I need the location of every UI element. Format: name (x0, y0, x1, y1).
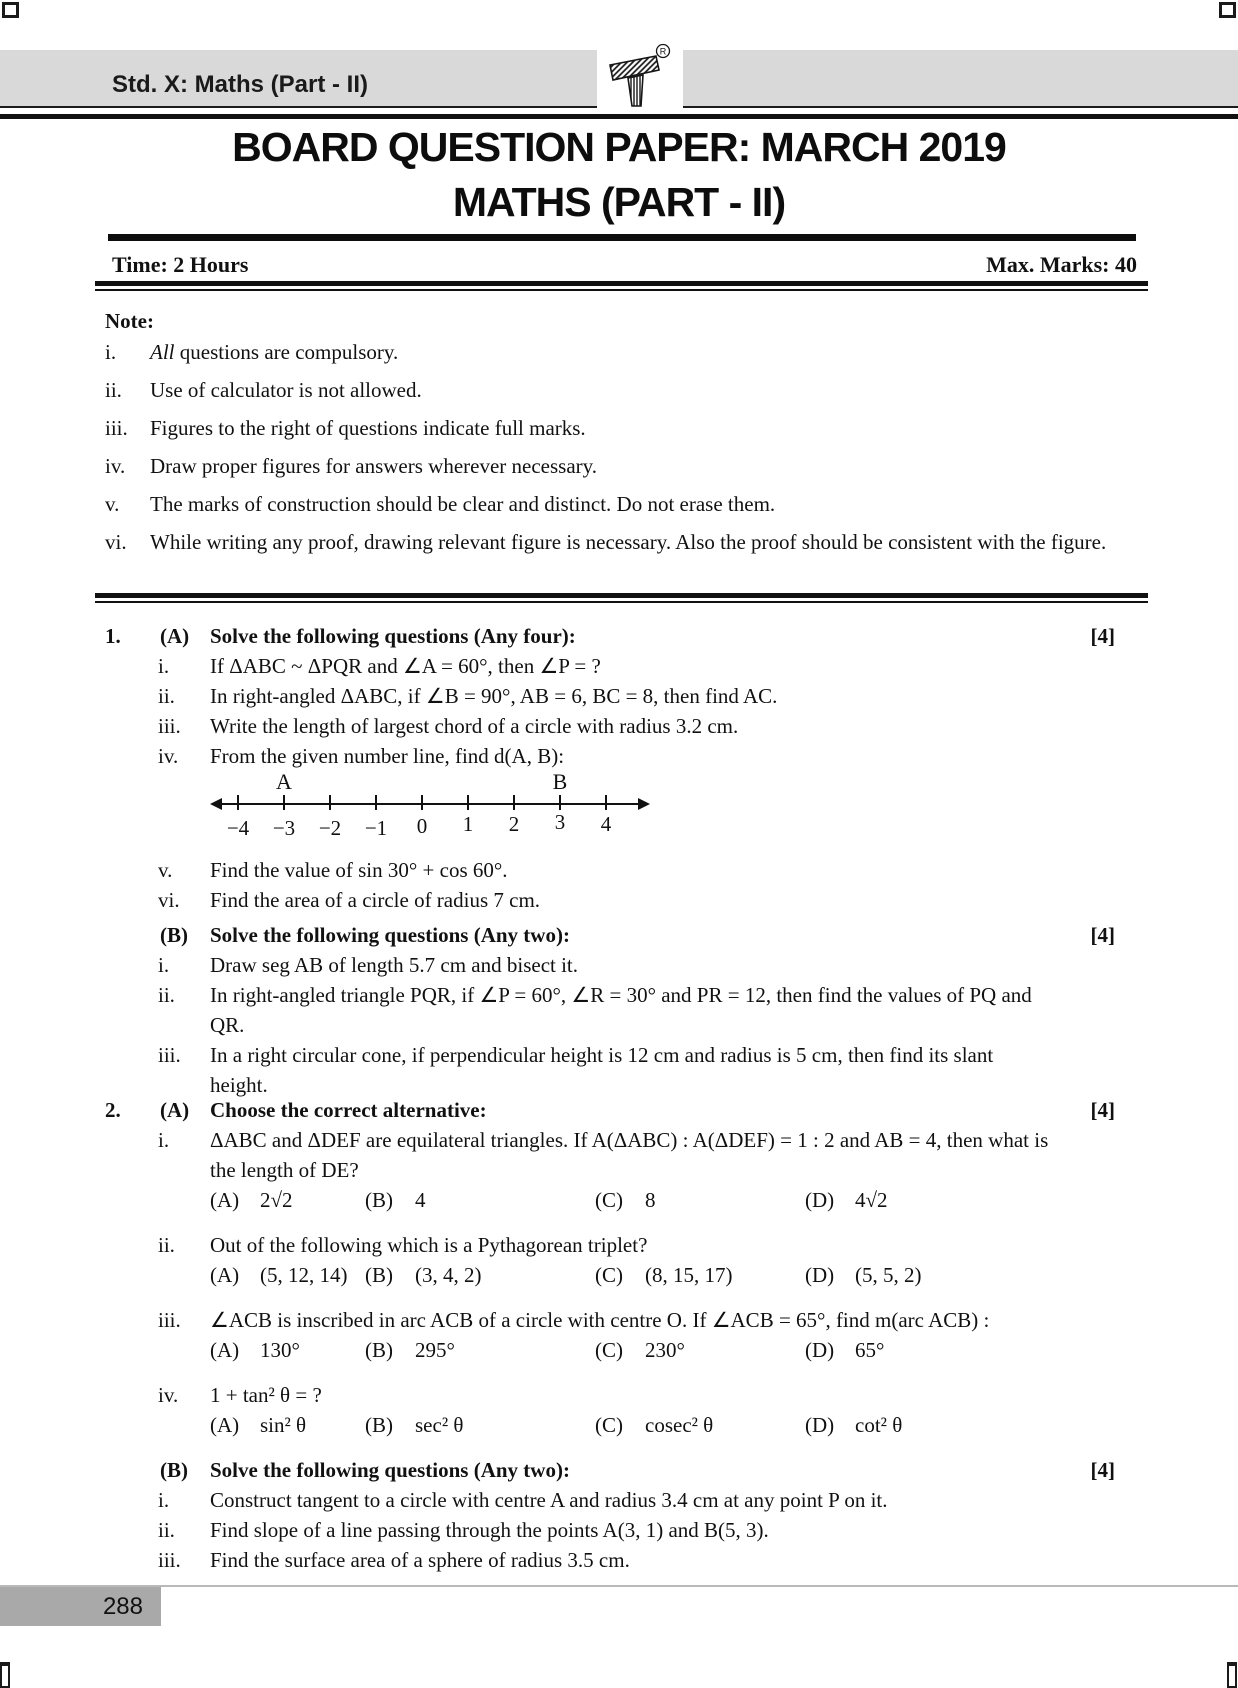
part-label: (B) (160, 923, 188, 947)
question-item: i. ΔABC and ΔDEF are equilateral triangles. If A(ΔABC) : A(ΔDEF) = 1 : 2 and AB = 4, then what is the length of DE? (158, 1128, 1049, 1182)
option: (D) cot² θ (805, 1413, 903, 1437)
option: (D) 4√2 (805, 1188, 888, 1212)
question-item: i. Draw seg AB of length 5.7 cm and bisect it. (158, 953, 579, 977)
question-item: iv. 1 + tan² θ = ? (158, 1383, 322, 1407)
options-row (97, 1410, 1145, 1440)
page-number-box (0, 1587, 161, 1626)
question-item: iii. Find the surface area of a sphere of radius 3.5 cm. (158, 1548, 630, 1572)
tick-label: 3 (554, 810, 566, 834)
question-item: iii. In a right circular cone, if perpendicular height is 12 cm and radius is 5 cm, then find its slant height. (158, 1043, 994, 1097)
question-item: ii. In right-angled ΔABC, if ∠B = 90°, AB = 6, BC = 8, then find AC. (158, 684, 778, 708)
svg-text:R: R (659, 46, 667, 57)
tick-label: 4 (600, 812, 612, 836)
right-arrow-icon (638, 798, 650, 810)
left-arrow-icon (210, 798, 222, 810)
option: (D) 65° (805, 1338, 885, 1362)
divider (108, 234, 1136, 241)
exam-meta-row (97, 252, 1145, 278)
note-heading: Note: (105, 309, 154, 333)
note-item: i. All questions are compulsory. (105, 340, 399, 364)
option: (B) (3, 4, 2) (365, 1263, 482, 1287)
crop-mark (1227, 1662, 1237, 1688)
crop-mark (2, 2, 19, 18)
part-instruction: Solve the following questions (Any two): (210, 1458, 570, 1482)
divider (95, 281, 1148, 291)
options-row (97, 1260, 1145, 1290)
divider (0, 114, 1238, 119)
question-1B-heading (97, 920, 1145, 950)
question-item: v. Find the value of sin 30° + cos 60°. (158, 858, 508, 882)
point-a-label: A (276, 771, 292, 794)
question-item: ii. In right-angled triangle PQR, if ∠P = 60°, ∠R = 30° and PR = 12, then find the values of PQ and QR. (158, 983, 1032, 1037)
question-2B-heading (97, 1455, 1145, 1485)
question-item: ii. Find slope of a line passing through the points A(3, 1) and B(5, 3). (158, 1518, 769, 1542)
publisher-logo (597, 40, 683, 108)
question-item: i. If ΔABC ~ ΔPQR and ∠A = 60°, then ∠P = ? (158, 654, 601, 678)
question-1A-heading (97, 621, 1145, 651)
question-item: iii. Write the length of largest chord of a circle with radius 3.2 cm. (158, 714, 739, 738)
tick-label: 2 (508, 812, 520, 836)
option: (A) sin² θ (210, 1413, 307, 1437)
option: (A) 2√2 (210, 1188, 293, 1212)
question-item: iii. ∠ACB is inscribed in arc ACB of a circle with centre O. If ∠ACB = 65°, find m(arc ACB) : (158, 1308, 990, 1332)
max-marks: Max. Marks: 40 (986, 252, 1137, 277)
option: (C) 8 (595, 1188, 656, 1212)
crop-mark (1219, 2, 1236, 18)
options-row (97, 1335, 1145, 1365)
question-1 (97, 621, 1145, 1100)
option: (B) 4 (365, 1188, 426, 1212)
part-instruction: Solve the following questions (Any two): (210, 923, 570, 947)
tick-label: −1 (364, 816, 388, 840)
part-label: (A) (160, 624, 190, 648)
publisher-logo-icon (597, 40, 683, 108)
part-instruction: Solve the following questions (Any four): (210, 624, 576, 648)
note-item: vi. While writing any proof, drawing relevant figure is necessary. Also the proof should be consistent with the figure. (105, 530, 1107, 554)
header-subject-label: Std. X: Maths (Part - II) (112, 71, 369, 98)
option: (C) 230° (595, 1338, 685, 1362)
question-2A-heading (97, 1095, 1145, 1125)
tick-label: −4 (226, 816, 250, 840)
question-item: vi. Find the area of a circle of radius 7 cm. (158, 888, 541, 912)
question-item: ii. Out of the following which is a Pythagorean triplet? (158, 1233, 648, 1257)
question-item: iv. From the given number line, find d(A, B): (158, 744, 565, 768)
question-2 (97, 1095, 1145, 1575)
header-band (0, 46, 1238, 108)
tick-label: 1 (462, 812, 474, 836)
number-line-figure (208, 771, 652, 847)
option: (A) 130° (210, 1338, 300, 1362)
page-subtitle: MATHS (PART - II) (452, 179, 786, 225)
point-b-label: B (552, 771, 568, 794)
note-item: iii. Figures to the right of questions indicate full marks. (105, 416, 586, 440)
question-number: 1. (105, 624, 121, 648)
note-item: iv. Draw proper figures for answers wherever necessary. (105, 454, 598, 478)
marks-badge: [4] (1090, 1098, 1115, 1122)
marks-badge: [4] (1090, 1458, 1115, 1482)
option: (B) 295° (365, 1338, 455, 1362)
note-item: v. The marks of construction should be clear and distinct. Do not erase them. (105, 492, 776, 516)
page-number: 288 (102, 1592, 143, 1620)
divider (95, 593, 1148, 603)
option: (C) (8, 15, 17) (595, 1263, 733, 1287)
note-section (97, 307, 1145, 566)
part-label: (B) (160, 1458, 188, 1482)
tick-label: −3 (272, 816, 296, 840)
options-row (97, 1185, 1145, 1215)
marks-badge: [4] (1090, 624, 1115, 648)
question-item: i. Construct tangent to a circle with centre A and radius 3.4 cm at any point P on it. (158, 1488, 888, 1512)
tick-label: −2 (318, 816, 342, 840)
marks-badge: [4] (1090, 923, 1115, 947)
option: (C) cosec² θ (595, 1413, 714, 1437)
time-allowed: Time: 2 Hours (112, 252, 249, 277)
option: (A) (5, 12, 14) (210, 1263, 348, 1287)
page-title: BOARD QUESTION PAPER: MARCH 2019 (232, 124, 1006, 170)
question-number: 2. (105, 1098, 121, 1122)
tick-label: 0 (416, 814, 428, 838)
part-instruction: Choose the correct alternative: (210, 1098, 487, 1122)
option: (B) sec² θ (365, 1413, 464, 1437)
divider (0, 1585, 1238, 1587)
option: (D) (5, 5, 2) (805, 1263, 922, 1287)
part-label: (A) (160, 1098, 190, 1122)
note-item: ii. Use of calculator is not allowed. (105, 378, 422, 402)
crop-mark (0, 1662, 10, 1688)
